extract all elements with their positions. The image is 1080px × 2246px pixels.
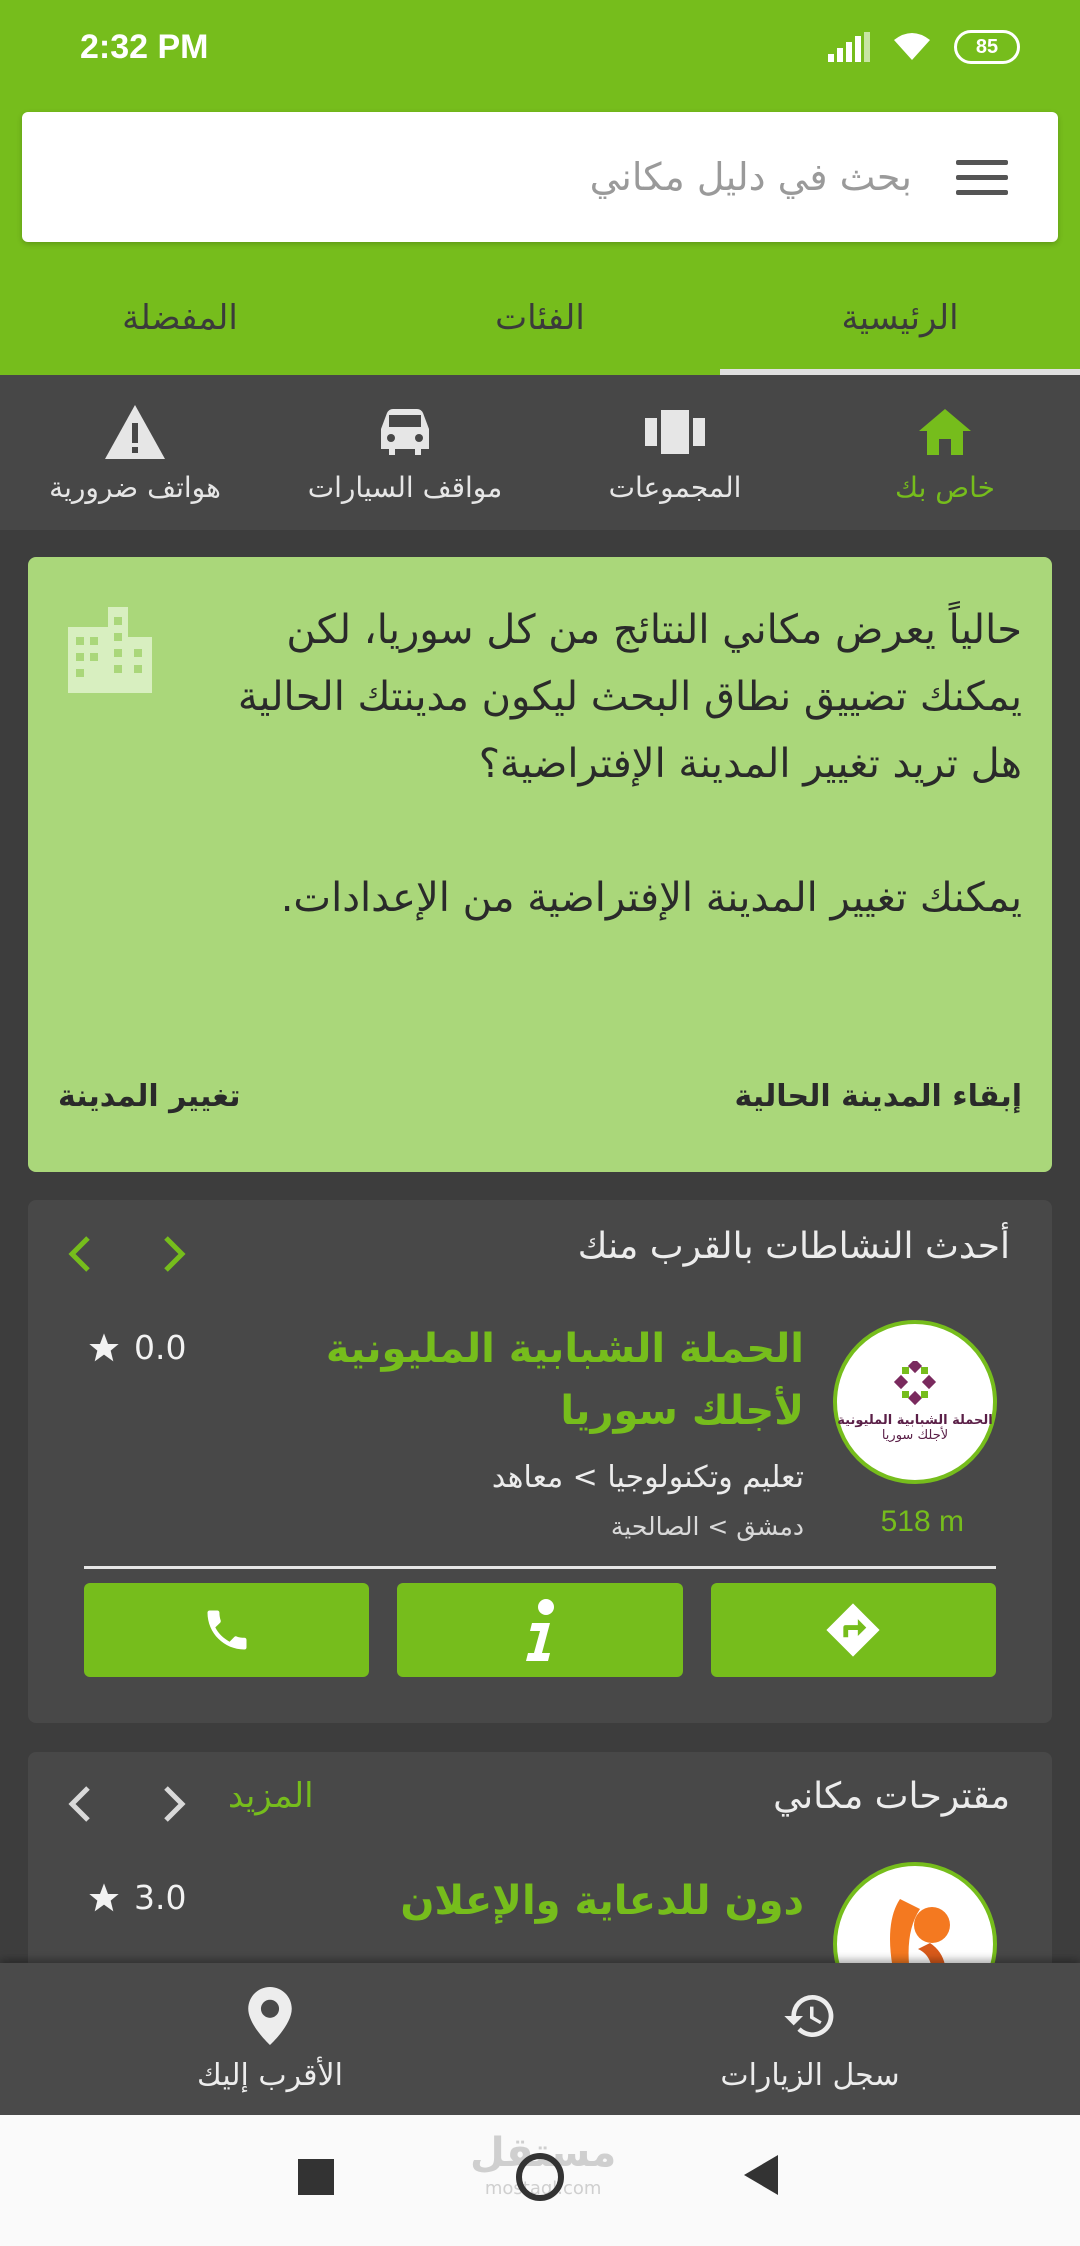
tab-categories[interactable] bbox=[360, 260, 720, 375]
watermark-subtext: mostaql.com bbox=[484, 2178, 602, 2199]
rating-value: 3.0 bbox=[134, 1878, 187, 1917]
hamburger-menu-icon[interactable] bbox=[956, 160, 1008, 196]
info-button[interactable] bbox=[397, 1583, 682, 1677]
prev-arrow-icon[interactable] bbox=[58, 1232, 102, 1276]
default-city-notice bbox=[28, 557, 1052, 1172]
logo-emblem-icon bbox=[888, 1361, 942, 1407]
place-actions bbox=[84, 1583, 996, 1677]
nav-nearest[interactable] bbox=[0, 1963, 540, 2115]
warning-icon bbox=[105, 405, 165, 459]
place-location: دمشق > الصالحية bbox=[610, 1512, 804, 1541]
nearby-activities-card bbox=[28, 1200, 1052, 1723]
place-title[interactable]: الحملة الشبابية المليونية لأجلك سوريا bbox=[325, 1326, 804, 1434]
notice-message: حالياً يعرض مكاني النتائج من كل سوريا، لكن يمكنك تضييق نطاق البحث ليكون مدينتك الحالية هل تريد تغيير المدينة الإفتراضية؟ يمكنك تغيير المدينة الإفتراضية من الإعدادات. bbox=[237, 607, 1022, 921]
keep-city-button[interactable]: إبقاء المدينة الحالية bbox=[734, 1079, 1022, 1114]
phone-icon bbox=[201, 1604, 253, 1656]
card-title: مقترحات مكاني bbox=[773, 1776, 1010, 1817]
star-icon bbox=[88, 1332, 120, 1364]
place-title[interactable]: دون للدعاية والإعلان bbox=[400, 1878, 804, 1924]
status-icons bbox=[828, 30, 1020, 64]
carousel-arrows bbox=[58, 1782, 196, 1826]
card-title: أحدث النشاطات بالقرب منك bbox=[577, 1226, 1010, 1267]
status-time: 2:32 PM bbox=[80, 28, 209, 66]
tab-label: الرئيسية bbox=[841, 297, 959, 338]
star-icon bbox=[88, 1882, 120, 1914]
next-arrow-icon[interactable] bbox=[152, 1782, 196, 1826]
call-button[interactable] bbox=[84, 1583, 369, 1677]
category-collections[interactable] bbox=[540, 375, 810, 530]
bottom-navigation bbox=[0, 1963, 1080, 2115]
building-icon bbox=[68, 607, 152, 693]
car-icon bbox=[377, 409, 433, 455]
place-rating bbox=[88, 1328, 186, 1367]
recents-button[interactable] bbox=[298, 2159, 334, 2199]
prev-arrow-icon[interactable] bbox=[58, 1782, 102, 1826]
category-label: مواقف السيارات bbox=[307, 471, 503, 504]
app-header bbox=[0, 100, 1080, 375]
battery-level: 85 bbox=[975, 35, 999, 58]
circle-icon bbox=[514, 2151, 566, 2203]
signal-icon bbox=[828, 32, 870, 62]
nav-visit-history[interactable] bbox=[540, 1963, 1080, 2115]
category-for-you[interactable] bbox=[810, 375, 1080, 530]
next-arrow-icon[interactable] bbox=[152, 1232, 196, 1276]
search-bar[interactable] bbox=[22, 112, 1058, 242]
tab-label: الفئات bbox=[495, 297, 585, 338]
battery-icon bbox=[954, 30, 1020, 64]
directions-button[interactable] bbox=[711, 1583, 996, 1677]
tab-home[interactable] bbox=[720, 260, 1080, 375]
location-pin-icon bbox=[248, 1987, 292, 2045]
nav-label: الأقرب إليك bbox=[197, 2057, 343, 2093]
square-icon bbox=[298, 2159, 334, 2195]
place-logo[interactable] bbox=[833, 1320, 997, 1484]
back-button[interactable] bbox=[744, 2155, 778, 2199]
back-triangle-icon bbox=[744, 2155, 778, 2195]
tab-favorites[interactable] bbox=[0, 260, 360, 375]
home-icon bbox=[917, 407, 973, 457]
wifi-icon bbox=[892, 32, 932, 62]
history-icon bbox=[780, 1988, 840, 2044]
status-bar bbox=[0, 0, 1080, 100]
directions-icon bbox=[824, 1601, 882, 1659]
divider bbox=[84, 1566, 996, 1569]
nav-label: سجل الزيارات bbox=[720, 2057, 900, 2093]
place-distance: 518 m bbox=[880, 1505, 964, 1538]
logo-text: لأجلك سوريا bbox=[881, 1428, 949, 1443]
category-parking[interactable] bbox=[270, 375, 540, 530]
search-input[interactable] bbox=[52, 112, 912, 242]
category-label: المجموعات bbox=[608, 471, 742, 504]
place-rating bbox=[88, 1878, 186, 1917]
main-tabs bbox=[0, 260, 1080, 375]
system-navigation-bar bbox=[0, 2115, 1080, 2246]
info-icon bbox=[520, 1599, 560, 1661]
change-city-button[interactable]: تغيير المدينة bbox=[58, 1079, 241, 1114]
home-button[interactable] bbox=[514, 2151, 566, 2207]
tab-label: المفضلة bbox=[122, 297, 238, 338]
rating-value: 0.0 bbox=[134, 1328, 187, 1367]
logo-text: الحملة الشبابية المليونية bbox=[837, 1413, 993, 1428]
category-strip bbox=[0, 375, 1080, 530]
category-label: هواتف ضرورية bbox=[49, 471, 221, 504]
more-link[interactable]: المزيد bbox=[228, 1776, 314, 1816]
category-label: خاص بك bbox=[895, 471, 995, 504]
collections-icon bbox=[645, 410, 705, 454]
watermark-text: مستقل bbox=[470, 2130, 617, 2176]
place-category: تعليم وتكنولوجيا > معاهد bbox=[491, 1460, 804, 1495]
carousel-arrows bbox=[58, 1232, 196, 1276]
category-emergency-phones[interactable] bbox=[0, 375, 270, 530]
